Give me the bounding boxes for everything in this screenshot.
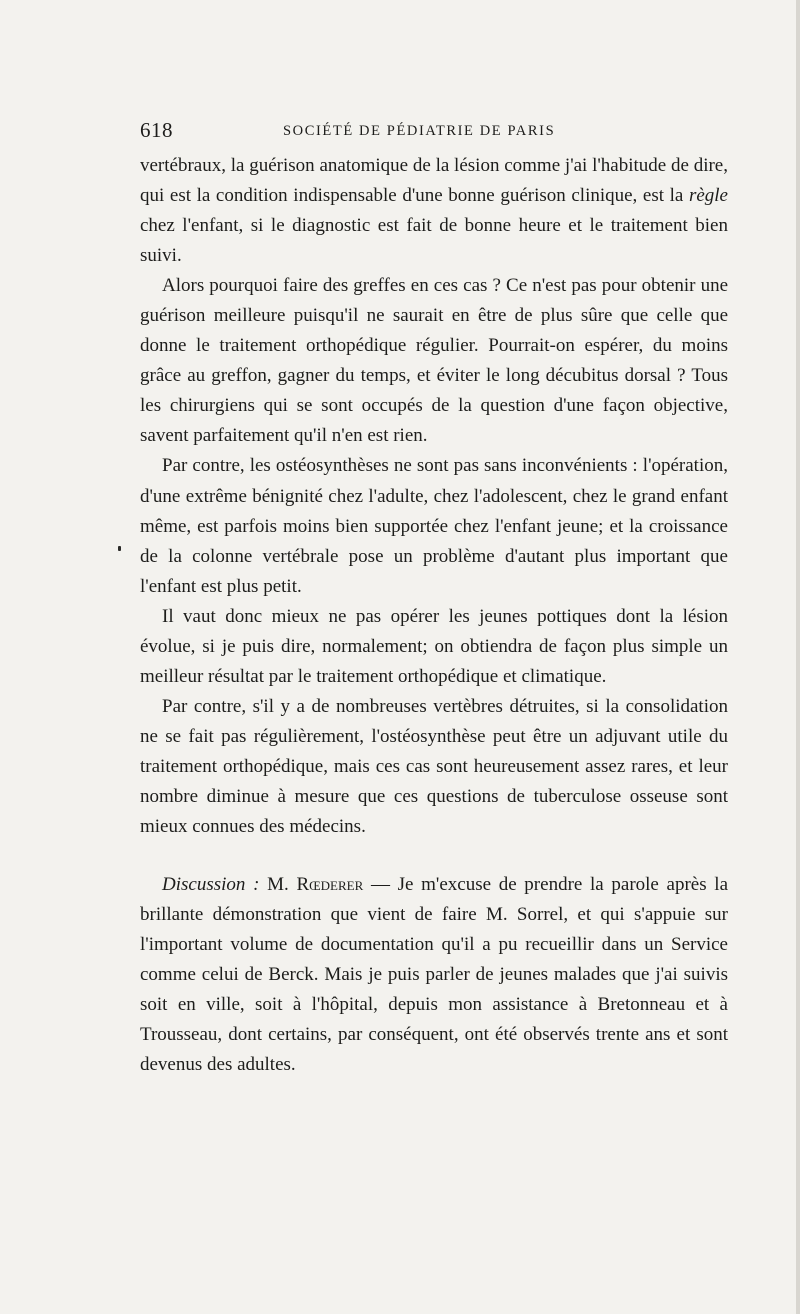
page-header [140,118,728,144]
emphasis-regle: règle [688,185,728,207]
page-number: 618 [140,118,173,142]
body-text [140,151,728,1080]
paragraph-discussion [140,870,728,1080]
margin-speck [118,546,121,551]
paragraph-osteosyntheses: Par contre, les ostéosynthèses ne sont pas sans inconvénients : l'opération, d'une extrême bénignité chez l'adulte, chez l'adolescent, chez le grand enfant même, est parfois moins bien supportée chez l'enfant jeune; et la croissance de la colonne vertébrale pose un problème d'autant plus important que l'enfant est plus petit. [140,455,728,597]
speaker-prefix: M. [267,874,289,896]
paragraph-pottiques: Il vaut donc mieux ne pas opérer les jeunes pottiques dont la lésion évolue, si je puis dire, normalement; on obtiendra de façon plus simple un meilleur résultat par le traitement orthopédique et climatique. [140,605,728,687]
discussion-label: Discussion : [162,874,260,896]
discussion-text: — Je m'excuse de prendre la parole après la brillante démonstration que vient de faire M. Sorrel, et qui s'appuie sur l'important volume de documentation qu'il a pu recueillir dans un Service comme celui de Berck. Mais je puis parler de jeunes malades que j'ai suivis soit en ville, soit à l'hôpital, depuis mon assistance à Bretonneau et à Trousseau, dont certains, par conséquent, ont été observés trente ans et sont devenus des adultes. [140,874,729,1076]
speaker-name: Rœderer [296,874,364,896]
paragraph-greffes: Alors pourquoi faire des greffes en ces cas ? Ce n'est pas pour obtenir une guérison meilleure puisqu'il ne saurait en être de plus sûre que celle que donne le traitement orthopédique régulier. Pourrait-on espérer, du moins grâce au greffon, gagner du temps, et éviter le long décubitus dorsal ? Tous les chirurgiens qui se sont occupés de la question d'une façon objective, savent parfaitement qu'il n'en est rien. [140,275,728,447]
paragraph-vertebres: Par contre, s'il y a de nombreuses vertèbres détruites, si la consolidation ne se fait pas régulièrement, l'ostéosynthèse peut être un adjuvant utile du traitement orthopédique, mais ces cas sont heureusement assez rares, et leur nombre diminue à mesure que ces questions de tuberculose osseuse sont mieux connues des médecins. [140,695,728,838]
running-title: SOCIÉTÉ DE PÉDIATRIE DE PARIS [283,123,556,139]
page-edge [796,0,800,1314]
paragraph-continued: vertébraux, la guérison anatomique de la lésion comme j'ai l'habitude de dire, qui est la condition indispensable d'une bonne guérison clinique, est la règle chez l'enfant, si le diagnostic est fait de bonne heure et le traitement bien suivi. [140,155,728,267]
